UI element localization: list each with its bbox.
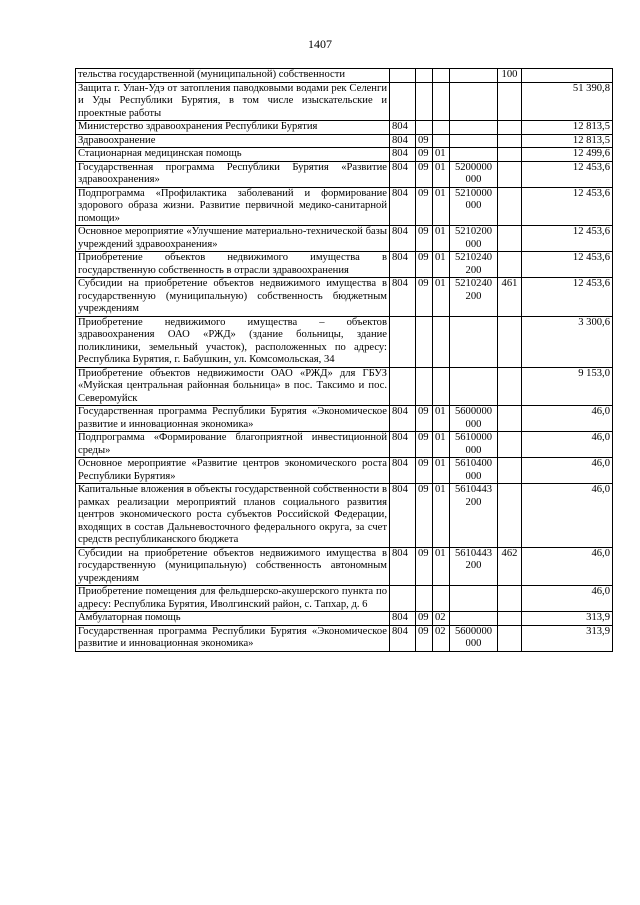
section-code <box>416 586 433 612</box>
target-article-code <box>450 367 498 406</box>
expense-type-code <box>498 187 522 226</box>
expense-type-code: 100 <box>498 69 522 83</box>
target-article-code: 5210200 000 <box>450 226 498 252</box>
expense-type-code: 462 <box>498 547 522 586</box>
section-code: 09 <box>416 406 433 432</box>
subsection-code: 01 <box>433 187 450 226</box>
expense-type-code <box>498 625 522 651</box>
ministry-code: 804 <box>390 432 416 458</box>
ministry-code: 804 <box>390 161 416 187</box>
target-article-code: 5200000 000 <box>450 161 498 187</box>
subsection-code: 01 <box>433 252 450 278</box>
expense-type-code <box>498 612 522 626</box>
amount: 12 813,5 <box>522 121 613 135</box>
target-article-code: 5610400 000 <box>450 458 498 484</box>
section-code <box>416 367 433 406</box>
subsection-code <box>433 586 450 612</box>
subsection-code <box>433 121 450 135</box>
amount: 3 300,6 <box>522 316 613 367</box>
amount: 12 499,6 <box>522 148 613 162</box>
section-code: 09 <box>416 278 433 317</box>
amount: 46,0 <box>522 406 613 432</box>
target-article-code <box>450 121 498 135</box>
section-code: 09 <box>416 226 433 252</box>
subsection-code: 01 <box>433 161 450 187</box>
table-row <box>76 252 613 278</box>
row-name: Субсидии на приобретение объектов недвижимого имущества в государственную (муниципальную) собственность бюджетным учреждениям <box>76 278 390 317</box>
subsection-code: 01 <box>433 432 450 458</box>
table-row <box>76 625 613 651</box>
ministry-code: 804 <box>390 134 416 148</box>
amount: 46,0 <box>522 547 613 586</box>
amount: 12 453,6 <box>522 278 613 317</box>
target-article-code: 5210240 200 <box>450 278 498 317</box>
row-name: Подпрограмма «Формирование благоприятной инвестиционной среды» <box>76 432 390 458</box>
target-article-code: 5210000 000 <box>450 187 498 226</box>
table-row <box>76 69 613 83</box>
expense-type-code <box>498 82 522 121</box>
ministry-code <box>390 367 416 406</box>
amount: 12 453,6 <box>522 187 613 226</box>
expense-type-code <box>498 586 522 612</box>
subsection-code: 01 <box>433 278 450 317</box>
subsection-code: 01 <box>433 458 450 484</box>
amount: 313,9 <box>522 612 613 626</box>
ministry-code: 804 <box>390 406 416 432</box>
section-code: 09 <box>416 252 433 278</box>
row-name: Государственная программа Республики Бурятия «Экономическое развитие и инновационная экономика» <box>76 406 390 432</box>
expense-type-code <box>498 316 522 367</box>
expense-type-code <box>498 134 522 148</box>
expense-type-code: 461 <box>498 278 522 317</box>
subsection-code: 02 <box>433 625 450 651</box>
expense-type-code <box>498 367 522 406</box>
table-row <box>76 121 613 135</box>
expense-type-code <box>498 252 522 278</box>
section-code: 09 <box>416 612 433 626</box>
expense-type-code <box>498 161 522 187</box>
target-article-code: 5610443 200 <box>450 484 498 548</box>
row-name: Здравоохранение <box>76 134 390 148</box>
row-name: Приобретение объектов недвижимости ОАО «РЖД» для ГБУЗ «Муйская центральная районная больница» в пос. Таксимо и пос. Северомуйск <box>76 367 390 406</box>
section-code <box>416 82 433 121</box>
target-article-code <box>450 612 498 626</box>
subsection-code: 01 <box>433 148 450 162</box>
amount: 51 390,8 <box>522 82 613 121</box>
section-code: 09 <box>416 187 433 226</box>
row-name: Капитальные вложения в объекты государственной собственности в рамках реализации мероприятий планов социального развития центров экономического роста субъектов Российской Федерации, входящих в состав Дальневосточного федерального округа, за счет средств республиканского бюджета <box>76 484 390 548</box>
table-row <box>76 161 613 187</box>
ministry-code: 804 <box>390 278 416 317</box>
expense-type-code <box>498 121 522 135</box>
row-name: Приобретение недвижимого имущества – объектов здравоохранения ОАО «РЖД» (здание больницы, здание поликлиники, земельный участок), расположенных по адресу: Республика Бурятия, г. Бабушкин, ул. Комсомольская, 34 <box>76 316 390 367</box>
subsection-code <box>433 134 450 148</box>
amount: 9 153,0 <box>522 367 613 406</box>
target-article-code: 5610443 200 <box>450 547 498 586</box>
row-name: Приобретение помещения для фельдшерско-акушерского пункта по адресу: Республика Бурятия, Иволгинский район, с. Тапхар, д. 6 <box>76 586 390 612</box>
subsection-code: 01 <box>433 547 450 586</box>
table-body <box>76 69 613 652</box>
subsection-code: 01 <box>433 226 450 252</box>
amount <box>522 69 613 83</box>
row-name: Амбулаторная помощь <box>76 612 390 626</box>
expense-type-code <box>498 458 522 484</box>
amount: 46,0 <box>522 586 613 612</box>
section-code: 09 <box>416 134 433 148</box>
target-article-code: 5210240 200 <box>450 252 498 278</box>
section-code: 09 <box>416 625 433 651</box>
row-name: Стационарная медицинская помощь <box>76 148 390 162</box>
row-name: Государственная программа Республики Бурятия «Экономическое развитие и инновационная экономика» <box>76 625 390 651</box>
ministry-code: 804 <box>390 612 416 626</box>
table-row <box>76 586 613 612</box>
section-code: 09 <box>416 432 433 458</box>
ministry-code: 804 <box>390 547 416 586</box>
target-article-code: 5600000 000 <box>450 625 498 651</box>
budget-table <box>75 68 613 652</box>
amount: 12 453,6 <box>522 226 613 252</box>
amount: 46,0 <box>522 432 613 458</box>
table-row <box>76 458 613 484</box>
table-row <box>76 316 613 367</box>
section-code <box>416 69 433 83</box>
section-code: 09 <box>416 148 433 162</box>
target-article-code <box>450 134 498 148</box>
ministry-code: 804 <box>390 625 416 651</box>
expense-type-code <box>498 148 522 162</box>
subsection-code <box>433 316 450 367</box>
target-article-code <box>450 82 498 121</box>
ministry-code: 804 <box>390 458 416 484</box>
subsection-code <box>433 69 450 83</box>
target-article-code <box>450 316 498 367</box>
row-name: Основное мероприятие «Улучшение материально-технической базы учреждений здравоохранения» <box>76 226 390 252</box>
table-row <box>76 148 613 162</box>
table-row <box>76 547 613 586</box>
amount: 313,9 <box>522 625 613 651</box>
section-code: 09 <box>416 161 433 187</box>
subsection-code: 01 <box>433 406 450 432</box>
target-article-code <box>450 69 498 83</box>
ministry-code: 804 <box>390 252 416 278</box>
row-name: Субсидии на приобретение объектов недвижимого имущества в государственную (муниципальную) собственность автономным учреждениям <box>76 547 390 586</box>
table-row <box>76 432 613 458</box>
row-name: Подпрограмма «Профилактика заболеваний и формирование здорового образа жизни. Развитие первичной медико-санитарной помощи» <box>76 187 390 226</box>
amount: 46,0 <box>522 484 613 548</box>
table-row <box>76 226 613 252</box>
ministry-code <box>390 586 416 612</box>
table-row <box>76 278 613 317</box>
section-code <box>416 121 433 135</box>
amount: 46,0 <box>522 458 613 484</box>
ministry-code: 804 <box>390 226 416 252</box>
table-row <box>76 82 613 121</box>
ministry-code <box>390 82 416 121</box>
subsection-code <box>433 367 450 406</box>
subsection-code <box>433 82 450 121</box>
expense-type-code <box>498 484 522 548</box>
row-name: Приобретение объектов недвижимого имущества в государственную собственность в отрасли здравоохранения <box>76 252 390 278</box>
target-article-code: 5610000 000 <box>450 432 498 458</box>
ministry-code <box>390 69 416 83</box>
ministry-code: 804 <box>390 484 416 548</box>
target-article-code: 5600000 000 <box>450 406 498 432</box>
section-code: 09 <box>416 547 433 586</box>
target-article-code <box>450 148 498 162</box>
expense-type-code <box>498 432 522 458</box>
table-row <box>76 367 613 406</box>
subsection-code: 02 <box>433 612 450 626</box>
page-number: 1407 <box>308 37 332 51</box>
ministry-code: 804 <box>390 148 416 162</box>
ministry-code: 804 <box>390 121 416 135</box>
ministry-code <box>390 316 416 367</box>
table-row <box>76 187 613 226</box>
table-row <box>76 406 613 432</box>
row-name: Государственная программа Республики Бурятия «Развитие здравоохранения» <box>76 161 390 187</box>
amount: 12 453,6 <box>522 161 613 187</box>
table-row <box>76 484 613 548</box>
expense-type-code <box>498 226 522 252</box>
row-name: Министерство здравоохранения Республики Бурятия <box>76 121 390 135</box>
row-name: Защита г. Улан-Удэ от затопления паводковыми водами рек Селенги и Уды Республики Бурятия, в том числе изыскательские и проектные работы <box>76 82 390 121</box>
amount: 12 813,5 <box>522 134 613 148</box>
section-code: 09 <box>416 458 433 484</box>
table-row <box>76 134 613 148</box>
amount: 12 453,6 <box>522 252 613 278</box>
section-code: 09 <box>416 484 433 548</box>
expense-type-code <box>498 406 522 432</box>
table-row <box>76 612 613 626</box>
row-name: тельства государственной (муниципальной) собственности <box>76 69 390 83</box>
subsection-code: 01 <box>433 484 450 548</box>
row-name: Основное мероприятие «Развитие центров экономического роста Республики Бурятия» <box>76 458 390 484</box>
section-code <box>416 316 433 367</box>
target-article-code <box>450 586 498 612</box>
ministry-code: 804 <box>390 187 416 226</box>
